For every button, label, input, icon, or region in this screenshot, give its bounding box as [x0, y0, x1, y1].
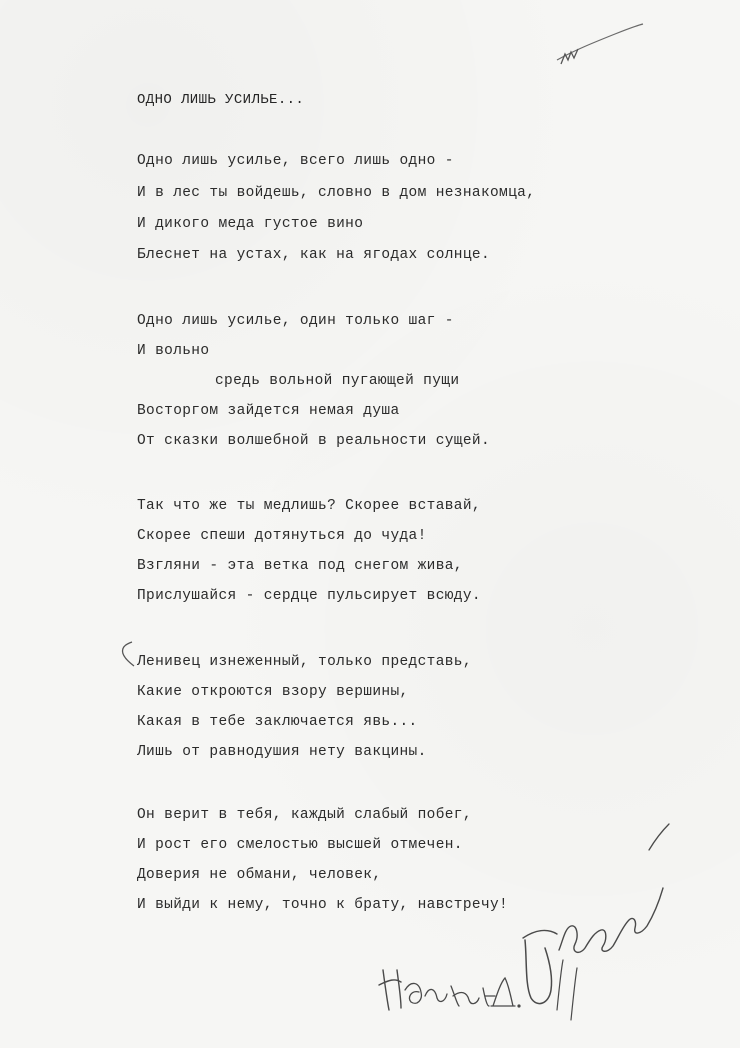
poem-line: Взгляни - эта ветка под снегом жива,	[137, 558, 463, 574]
poem-line: Одно лишь усилье, всего лишь одно -	[137, 153, 454, 169]
poem-line: Блеснет на устах, как на ягодах солнце.	[137, 247, 491, 263]
poem-line: И дикого меда густое вино	[137, 216, 364, 232]
poem-line: Ленивец изнеженный, только представь,	[137, 654, 472, 670]
poem-line: Так что же ты медлишь? Скорее вставай,	[137, 498, 481, 514]
poem-line: Доверия не обмани, человек,	[137, 867, 382, 883]
poem-line: И выйди к нему, точно к брату, навстречу!	[137, 897, 509, 913]
poem-line: Какие откроются взору вершины,	[137, 684, 409, 700]
poem-line: И в лес ты войдешь, словно в дом незнакомца,	[137, 185, 536, 201]
poem-line: Скорее спеши дотянуться до чуда!	[137, 528, 427, 544]
handwritten-bracket-mark	[110, 640, 140, 670]
poem-line: Он верит в тебя, каждый слабый побег,	[137, 807, 472, 823]
poem-line: Прислушайся - сердце пульсирует всюду.	[137, 588, 481, 604]
handwritten-signature	[375, 810, 675, 1030]
poem-line: От сказки волшебной в реальности сущей.	[137, 433, 491, 449]
poem-line-indented: средь вольной пугающей пущи	[215, 373, 460, 389]
poem-line: Восторгом зайдется немая душа	[137, 403, 400, 419]
poem-line: Лишь от равнодушия нету вакцины.	[137, 744, 427, 760]
poem-line: Какая в тебе заключается явь...	[137, 714, 418, 730]
poem-line: И вольно	[137, 343, 210, 359]
handwritten-mark-top	[555, 20, 645, 70]
poem-line: И рост его смелостью высшей отмечен.	[137, 837, 463, 853]
poem-line: Одно лишь усилье, один только шаг -	[137, 313, 454, 329]
poem-title: ОДНО ЛИШЬ УСИЛЬЕ...	[137, 92, 305, 108]
